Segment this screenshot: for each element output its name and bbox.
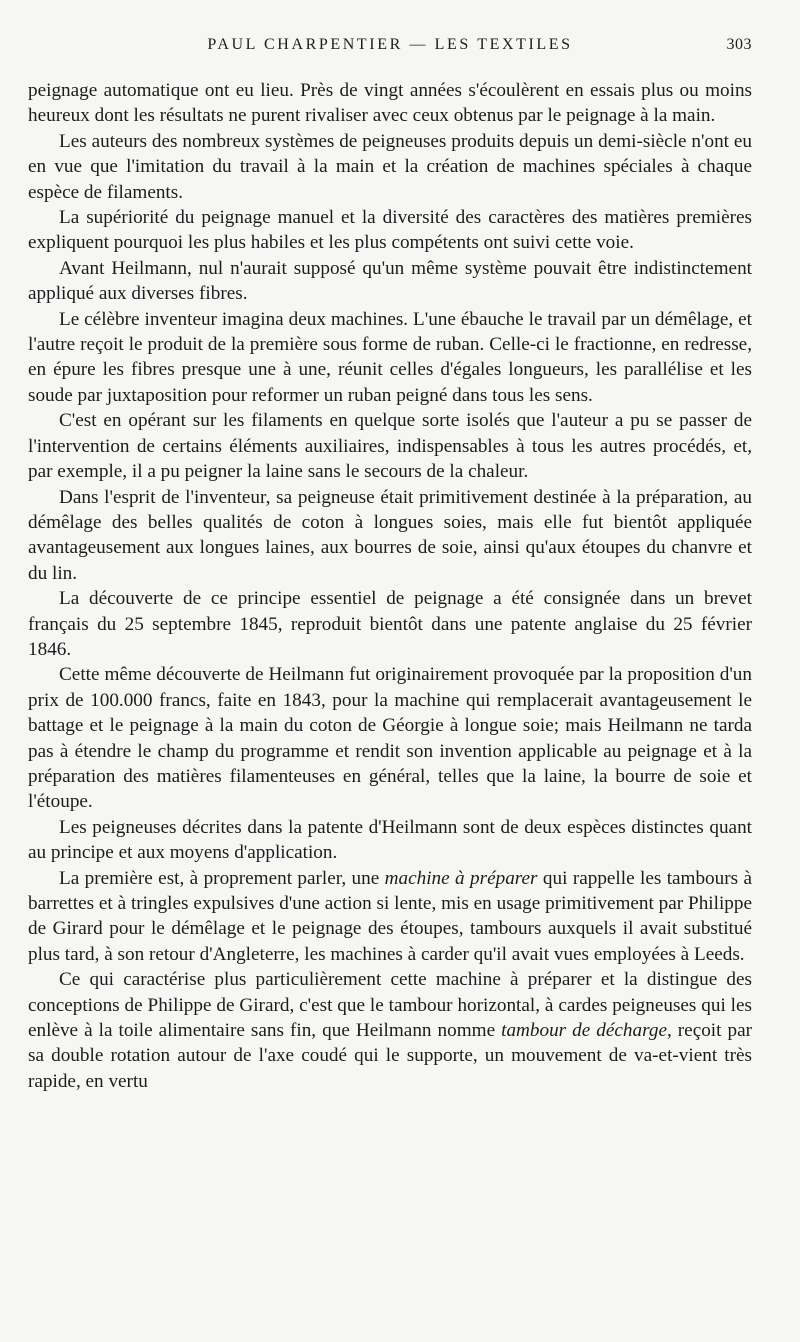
italic-term: machine à préparer — [384, 867, 538, 889]
body-text — [28, 78, 752, 1094]
italic-term: tambour de décharge — [501, 1020, 667, 1042]
paragraph-text: Ce qui caractérise plus particulièrement cette machine à préparer et la distingue des conceptions de Philippe de Girard, c'est que le tambour horizontal, à cardes peigneuses qui les enlève à la toile alimentaire sans fin, que Heilmann nomme — [28, 969, 752, 1042]
paragraph-tambour-de-decharge — [28, 967, 752, 1094]
paragraph: Avant Heilmann, nul n'aurait supposé qu'un même système pouvait être indistinctement appliqué aux diverses fibres. — [28, 257, 752, 305]
running-title: PAUL CHARPENTIER — LES TEXTILES — [207, 36, 573, 53]
paragraph: peignage automatique ont eu lieu. Près de vingt années s'écoulèrent en essais plus ou moins heureux dont les résultats ne purent rivaliser avec ceux obtenus par le peignage à la main. — [28, 80, 752, 127]
paragraph: Cette même découverte de Heilmann fut originairement provoquée par la proposition d'un prix de 100.000 francs, faite en 1843, pour la machine qui remplacerait avantageusement le battage et le peignage à la main du coton de Géorgie à longue soie; mais Heilmann ne tarda pas à étendre le champ du programme et rendit son invention applicable au peignage et à la préparation des matières filamenteuses en général, telles que la laine, la bourre de soie et l'étoupe. — [28, 664, 752, 813]
paragraph-machine-a-preparer — [28, 866, 752, 968]
paragraph: La supériorité du peignage manuel et la diversité des caractères des matières premières expliquent pourquoi les plus habiles et les plus compétents ont suivi cette voie. — [28, 207, 752, 254]
paragraph-text: , reçoit par sa double rotation autour de l'axe coudé qui le supporte, un mouvement de va-et-vient très rapide, en vertu — [28, 1020, 752, 1092]
paragraph: Les auteurs des nombreux systèmes de peigneuses produits depuis un demi-siècle n'ont eu en vue que l'imitation du travail à la main et la création de machines spéciales à chaque espèce de filaments. — [28, 130, 752, 203]
running-header — [28, 36, 752, 66]
paragraph-text: La première est, à proprement parler, une — [59, 867, 385, 889]
paragraph: La découverte de ce principe essentiel de peignage a été consignée dans un brevet français du 25 septembre 1845, reproduit bientôt dans une patente anglaise du 25 février 1846. — [28, 588, 752, 660]
paragraph: C'est en opérant sur les filaments en quelque sorte isolés que l'auteur a pu se passer de l'intervention de certains éléments auxiliaires, indispensables à tous les autres procédés, et, par exemple, il a pu peigner la laine sans le secours de la chaleur. — [28, 410, 752, 483]
paragraph: Le célèbre inventeur imagina deux machines. L'une ébauche le travail par un démêlage, et l'autre reçoit le produit de la première sous forme de ruban. Celle-ci le fractionne, en redresse, en épure les fibres presque une à une, réunit celles d'égales longueurs, les parallélise et les soude par juxtaposition pour reformer un ruban peigné dans tous les sens. — [28, 308, 752, 406]
paragraph: Les peigneuses décrites dans la patente d'Heilmann sont de deux espèces distinctes quant au principe et aux moyens d'application. — [28, 816, 752, 864]
page-number: 303 — [726, 36, 752, 53]
paragraph-text: qui rappelle les tambours à barrettes et à tringles expulsives d'une action si lente, mis en usage primitivement par Philippe de Girard pour le démêlage et le peignage des étoupes, tambours auxquels il avait substitué plus tard, à son retour d'Angleterre, les machines à carder qu'il avait vues employées à Leeds. — [28, 867, 753, 965]
paragraph: Dans l'esprit de l'inventeur, sa peigneuse était primitivement destinée à la préparation, au démêlage des belles qualités de coton à longues soies, mais elle fut bientôt appliquée avantageusement aux longues laines, aux bourres de soie, ainsi qu'aux étoupes du chanvre et du lin. — [28, 486, 752, 584]
